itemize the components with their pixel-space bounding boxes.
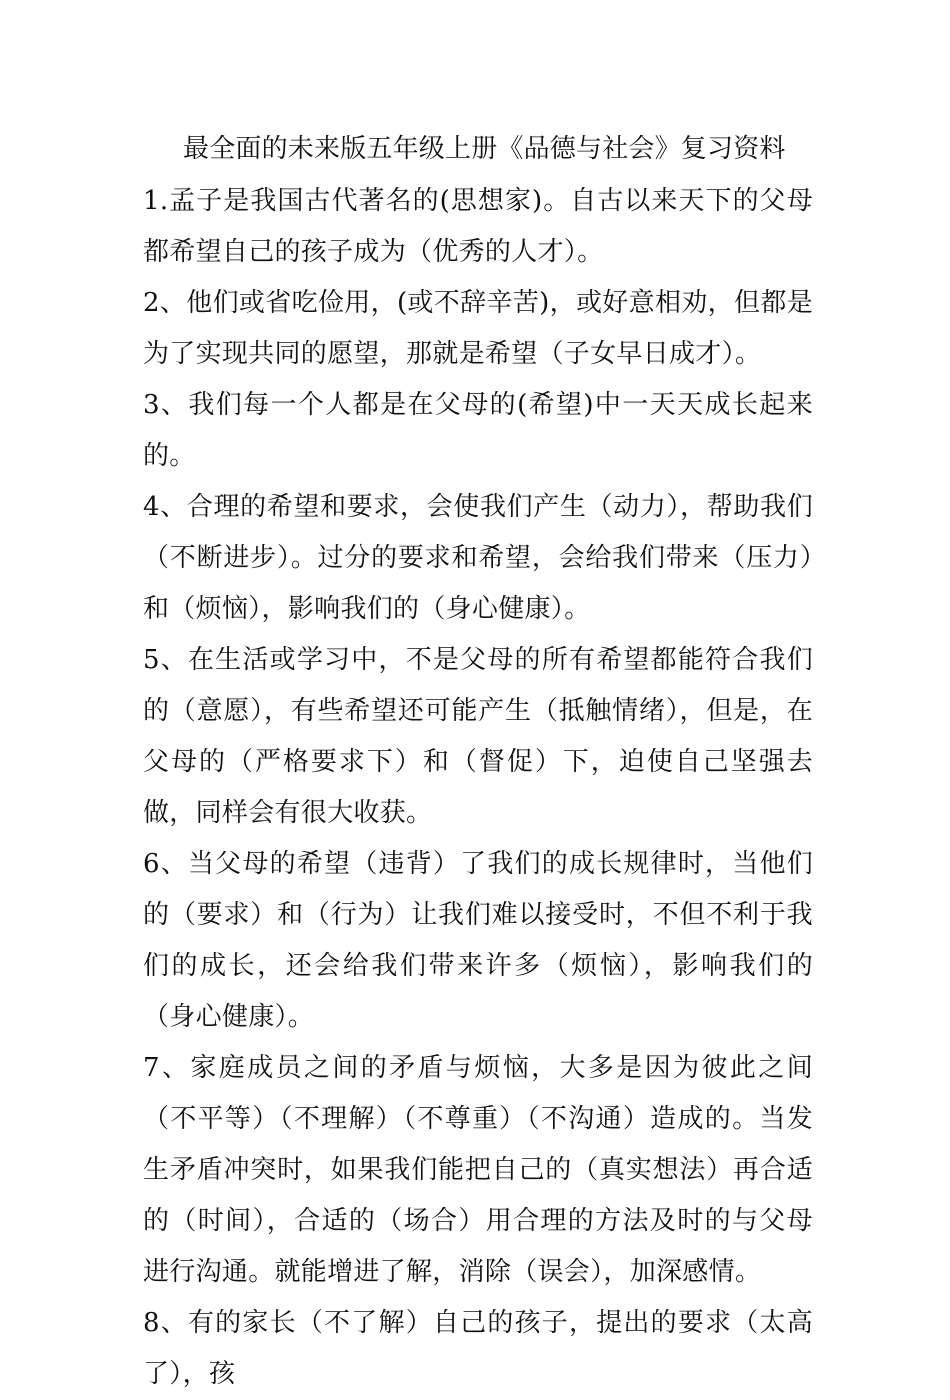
paragraph-1: 1.孟子是我国古代著名的(思想家)。自古以来天下的父母都希望自己的孩子成为（优秀的人才）。	[143, 186, 813, 267]
paragraph-4: 4、合理的希望和要求，会使我们产生（动力），帮助我们（不断进步）。过分的要求和希望，会给我们带来（压力）和（烦恼），影响我们的（身心健康）。	[143, 492, 813, 624]
document-title: 最全面的未来版五年级上册《品德与社会》复习资料	[183, 134, 786, 164]
paragraph-3: 3、我们每一个人都是在父母的(希望)中一天天成长起来的。	[143, 390, 813, 471]
paragraph-8: 8、有的家长（不了解）自己的孩子，提出的要求（太高了），孩	[143, 1308, 813, 1389]
paragraph-6: 6、当父母的希望（违背）了我们的成长规律时，当他们的（要求）和（行为）让我们难以接受时，不但不利于我们的成长，还会给我们带来许多（烦恼），影响我们的（身心健康）。	[143, 849, 813, 1032]
paragraph-5: 5、在生活或学习中，不是父母的所有希望都能符合我们的（意愿），有些希望还可能产生（抵触情绪），但是，在父母的（严格要求下）和（督促）下，迫使自己坚强去做，同样会有很大收获。	[143, 645, 813, 828]
paragraph-2: 2、他们或省吃俭用，(或不辞辛苦)，或好意相劝，但都是为了实现共同的愿望，那就是希望（子女早日成才）。	[143, 288, 813, 369]
paragraph-7: 7、家庭成员之间的矛盾与烦恼，大多是因为彼此之间（不平等）（不理解）（不尊重）（不沟通）造成的。当发生矛盾冲突时，如果我们能把自己的（真实想法）再合适的（时间），合适的（场合）用合理的方法及时的与父母进行沟通。就能增进了解，消除（误会），加深感情。	[143, 1053, 813, 1287]
document-body	[143, 176, 813, 1400]
